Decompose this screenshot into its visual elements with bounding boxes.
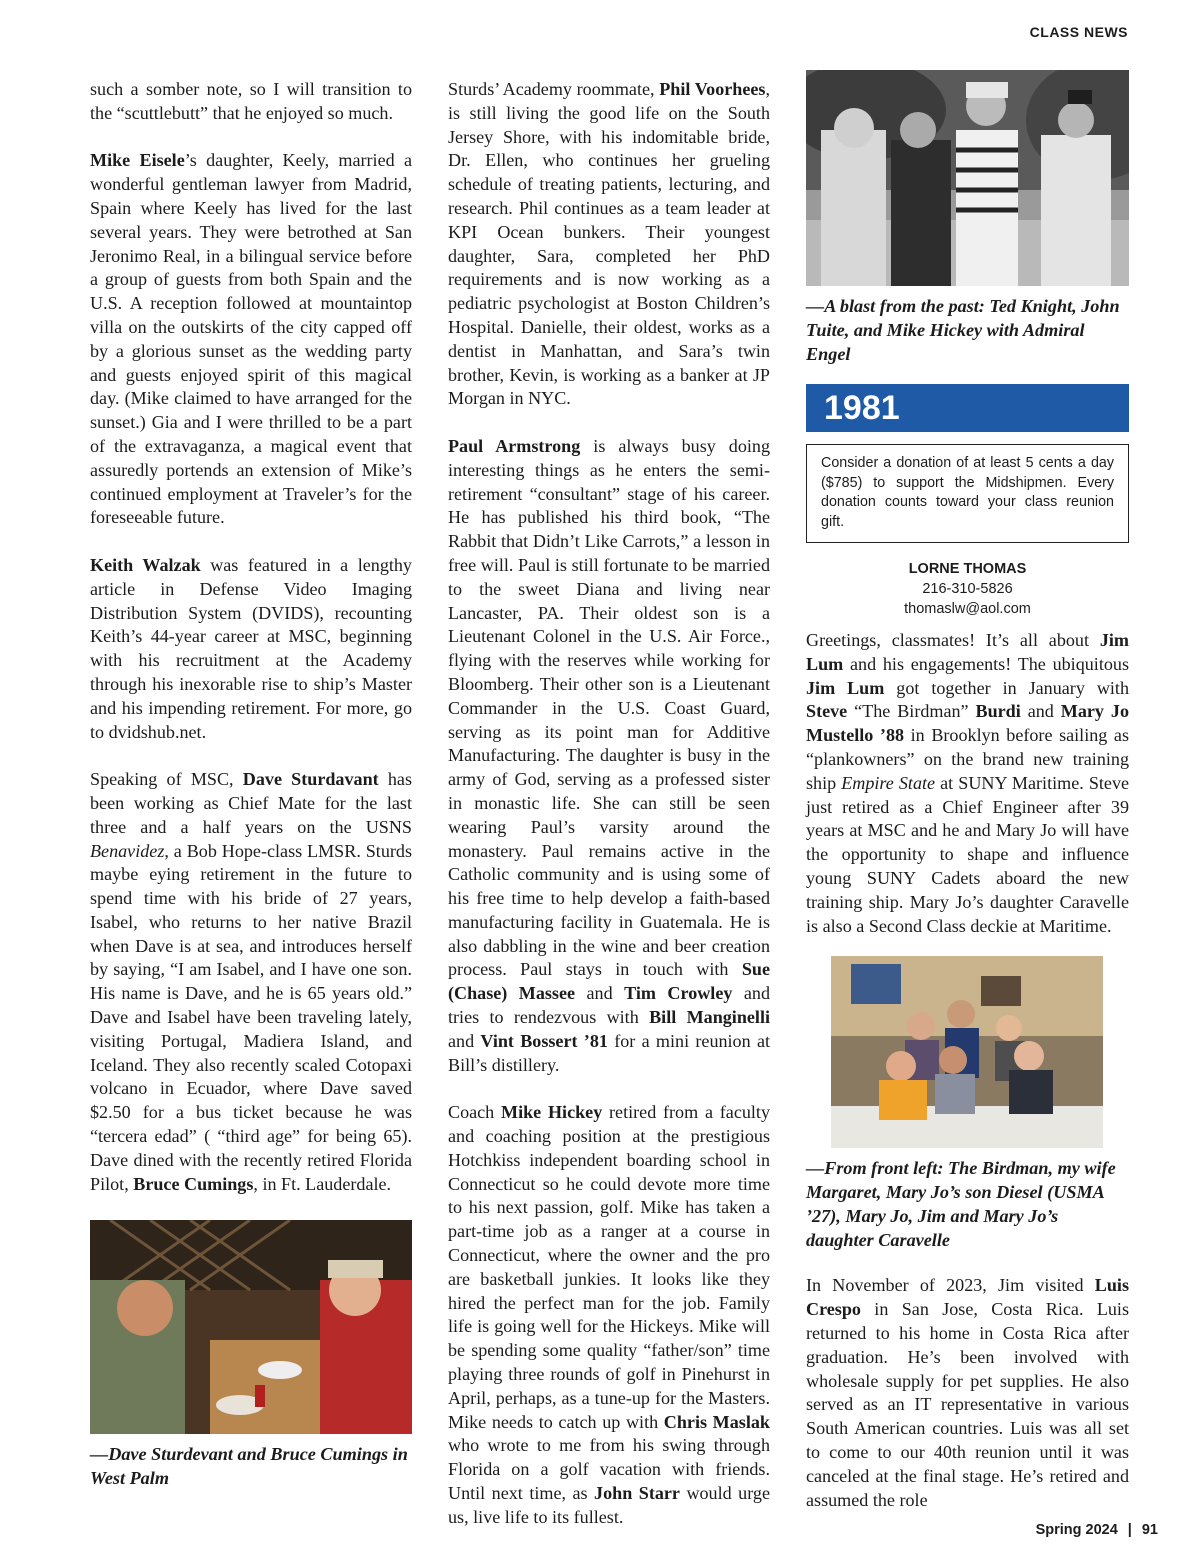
page-footer: [1036, 1522, 1158, 1538]
person-name: Keith Walzak: [90, 554, 201, 575]
paragraph: Coach Mike Hickey retired from a faculty and coaching position at the prestigious Hotchkiss independent boarding school in Connecticut so he could devote more time to his next passion, golf. Mike has taken a part-time job as a ranger at a course in Connecticut, where the owner and the pro are basketball junkies. It looks like they hired the perfect man for the job. Family life is going well for the Hickeys. Mike will be spending some quality “father/son” time playing three rounds of golf in Pinehurst in April, perhaps, as a tune-up for the Masters. Mike needs to catch up with Chris Maslak who wrote to me from his swing through Florida on a golf vacation with friends. Until next time, as John Starr would urge us, live life to its fullest.: [448, 1102, 770, 1527]
person-name: John Starr: [594, 1483, 680, 1504]
class-year-banner: 1981: [806, 384, 1129, 432]
ship-name: Empire State: [841, 772, 936, 793]
column-3: [806, 70, 1129, 1536]
person-name: Phil Voorhees: [659, 79, 766, 99]
person-name: Jim Lum: [806, 677, 885, 698]
person-name: Tim Crowley: [624, 983, 733, 1004]
person-name: Jim Lum: [806, 630, 1129, 674]
person-name: Bill Manginelli: [649, 1007, 771, 1028]
person-name: Chris Maslak: [663, 1411, 770, 1432]
person-name: Vint Bossert ’81: [480, 1030, 608, 1051]
person-name: Mary Jo Mustello ’88: [806, 701, 1129, 746]
person-name: Dave Sturdavant: [242, 769, 379, 790]
paragraph: In November of 2023, Jim visited Luis Crespo in San Jose, Costa Rica. Luis returned to his home in Costa Rica after graduation. He’s been involved with wholesale supply for pet supplies. He also served as an IT representative in various South American countries. Luis was all set to come to our 40th reunion until it was canceled at the final stage. He’s retired and assumed the role: [806, 1275, 1129, 1510]
donation-notice: Consider a donation of at least 5 cents a day ($785) to support the Midshipmen. Every donation counts toward your class reunion gift.: [806, 444, 1129, 543]
person-name: Steve: [806, 701, 848, 722]
person-name: Mike Hickey: [501, 1102, 603, 1123]
photo-caption: —From front left: The Birdman, my wife Margaret, Mary Jo’s son Diesel (USMA ’27), Mary Jo, Jim and Mary Jo’s daughter Caravelle: [806, 1158, 1116, 1251]
paragraph: Paul Armstrong is always busy doing interesting things as he enters the semi-retirement “consultant” stage of his career. He has published his third book, “The Rabbit that Didn’t Like Carrots,” a lesson in free will. Paul is still fortunate to be married to the sweet Diana and living near Lancaster, PA. Their oldest son is a Lieutenant Colonel in the U.S. Air Force., flying with the reserves while working for Bloomberg. Their other son is a Lieutenant Commander in the U.S. Coast Guard, serving as its point man for Additive Manufacturing. The daughter is busy in the army of God, serving as a professed sister in monastic life. She can still be seen wearing Paul’s varsity around the monastery. Paul remains active in the Catholic community and is using some of his free time to help develop a faith-based manufacturing facility in Guatemala. He is also dabbling in the wine and beer creation process. Paul stays in touch with Sue (Chase) Massee and Tim Crowley and tries to rendezvous with Bill Manginelli and Vint Bossert ’81 for a mini reunion at Bill’s distillery.: [448, 435, 771, 1075]
paragraph: Speaking of MSC, Dave Sturdavant has been working as Chief Mate for the last three and a half years on the USNS Benavidez, a Bob Hope-class LMSR. Sturds maybe eying retirement in the future to spend time with his bride of 27 years, Isabel, who returns to her native Brazil when Dave is at sea, and introduces herself by saying, “I am Isabel, and I have one son. His name is Dave, and he is 65 years old.” Dave and Isabel have been traveling lately, visiting Portugal, Madiera Island, and Iceland. They also recently scaled Cotopaxi volcano in Ecuador, where Dave saved $2.50 for a bus ticket because he was “tercera edad” ( “third age” for being 65). Dave dined with the recently retired Florida Pilot, Bruce Cumings, in Ft. Lauderdale.: [90, 769, 412, 1194]
person-name: Paul Armstrong: [448, 435, 581, 456]
contact-phone: 216-310-5826: [922, 581, 1013, 597]
column-1: [90, 78, 412, 1490]
vintage-photo-graphic: [806, 70, 1129, 286]
person-name: Burdi: [975, 701, 1021, 722]
paragraph: Greetings, classmates! It’s all about Jim Lum and his engagements! The ubiquitous Jim Lum got together in January with Steve “The Birdman” Burdi and Mary Jo Mustello ’88 in Brooklyn before sailing as “plankowners” on the brand new training ship Empire State at SUNY Maritime. Steve just retired as a Chief Engineer after 39 years at MSC and he and Mary Jo will have the opportunity to shape and influence young SUNY Cadets aboard the new training ship. Mary Jo’s daughter Caravelle is also a Second Class deckie at Maritime.: [806, 630, 1130, 936]
photo-caption: —A blast from the past: Ted Knight, John Tuite, and Mike Hickey with Admiral Engel: [806, 296, 1120, 364]
person-name: Sue (Chase) Massee: [448, 959, 770, 1004]
class-contact: [806, 559, 1129, 619]
contact-email[interactable]: thomaslw@aol.com: [904, 601, 1031, 617]
person-name: Mike Eisele: [90, 150, 185, 171]
family-photo-graphic: [831, 956, 1103, 1148]
contact-name: LORNE THOMAS: [908, 561, 1027, 577]
section-label: CLASS NEWS: [1029, 24, 1128, 40]
person-name: Bruce Cumings: [133, 1173, 254, 1194]
footer-separator: |: [1127, 1522, 1132, 1538]
photo-caption: —Dave Sturdevant and Bruce Cumings in West Palm: [90, 1444, 408, 1489]
photo-restaurant: [90, 1220, 412, 1434]
page-number: 91: [1141, 1522, 1158, 1538]
restaurant-photo-graphic: [90, 1220, 412, 1434]
issue-label: Spring 2024: [1035, 1522, 1118, 1538]
person-name: Luis Crespo: [806, 1275, 1129, 1320]
paragraph: Keith Walzak was featured in a lengthy article in Defense Video Imaging Distribution System (DVIDS), recounting Keith’s 44-year career at MSC, beginning with his recruitment at the Academy through his inexorable rise to ship’s Master and his impending retirement. For more, go to dvidshub.net.: [90, 554, 412, 742]
photo-vintage: [806, 70, 1129, 286]
paragraph: such a somber note, so I will transition to the “scuttlebutt” that he enjoyed so much.: [90, 79, 412, 123]
ship-name: Benavidez: [90, 840, 165, 861]
paragraph: Sturds’ Academy roommate, Phil Voorhees, is still living the good life on the South Jersey Shore, with his indomitable bride, Dr. Ellen, who continues her grueling schedule of treating patients, lecturing, and research. Phil continues as a team leader at KPI Ocean bunkers. Their youngest daughter, Sara, completed her PhD requirements and is now working as a pediatric psychologist at Boston Children’s Hospital. Danielle, their oldest, works as a dentist in Manhattan, and Sara’s twin brother, Kevin, is working as a banker at JP Morgan in NYC.: [448, 79, 770, 409]
column-2: [448, 78, 770, 1553]
photo-family: [831, 956, 1103, 1148]
paragraph: Mike Eisele’s daughter, Keely, married a wonderful gentleman lawyer from Madrid, Spain where Keely has lived for the last several years. They were betrothed at San Jeronimo Real, in a bilingual service before a group of guests from both Spain and the U.S. A reception followed at mountaintop villa on the outskirts of the city capped off by a glorious sunset as the wedding party and guests enjoyed spirit of this magical day. (Mike claimed to have arranged for the sunset.) Gia and I were thrilled to be a part of the extravaganza, a magical event that assuredly portends an extension of Mike’s continued employment at Traveler’s for the foreseeable future.: [90, 150, 413, 528]
